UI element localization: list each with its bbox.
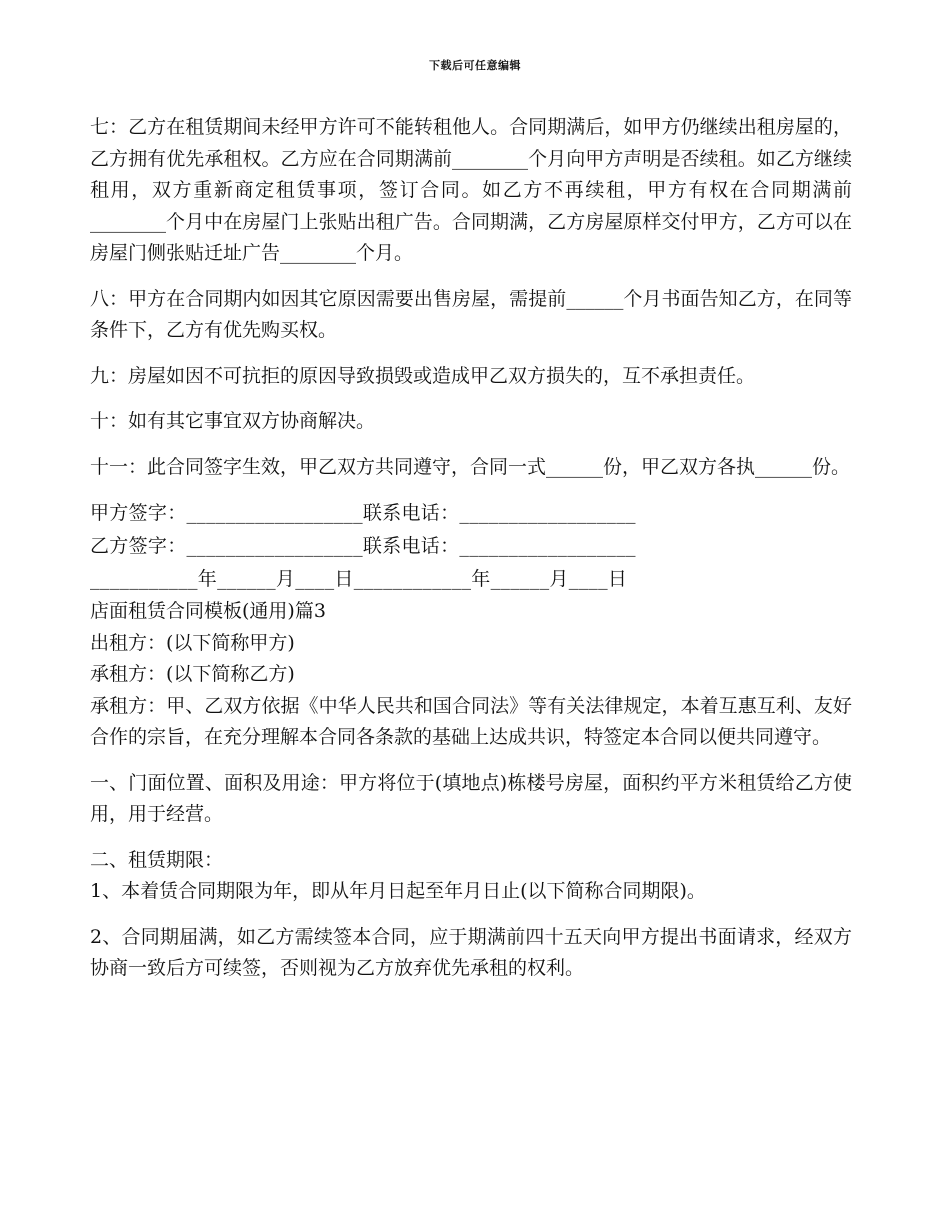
party-b-signature-line: 乙方签字：__________________联系电话：__________________ [90,535,636,557]
clause-11: 十一：此合同签字生效，甲乙双方共同遵守，合同一式______份，甲乙双方各执______份。 [90,455,851,478]
date-line: ___________年______月____日____________年______月____日 [90,568,628,590]
signature-block [90,497,852,596]
party-a-signature-line: 甲方签字：__________________联系电话：__________________ [90,502,636,524]
lessor-line: 出租方：(以下简称甲方) [90,631,295,654]
item-2-2: 2、合同期届满，如乙方需续签本合同，应于期满前四十五天向甲方提出书面请求，经双方协商一致后方可续签，否则视为乙方放弃优先承租的权利。 [90,925,852,979]
clause-7: 七：乙方在租赁期间未经甲方许可不能转租他人。合同期满后，如甲方仍继续出租房屋的，乙方拥有优先承租权。乙方应在合同期满前________个月向甲方声明是否续租。如乙方继续租用，双方重新商定租赁事项，签订合同。如乙方不再续租，甲方有权在合同期满前________个月中在房屋门上张贴出租广告。合同期满，乙方房屋原样交付甲方，乙方可以在房屋门侧张贴迁址广告________个月。 [90,116,852,264]
clause-9: 九：房屋如因不可抗拒的原因导致损毁或造成甲乙双方损失的，互不承担责任。 [90,364,756,387]
lessee-line: 承租方：(以下简称乙方) [90,663,295,685]
clause-10: 十：如有其它事宜双方协商解决。 [90,410,376,432]
item-1: 一、门面位置、面积及用途：甲方将位于(填地点)栋楼号房屋，面积约平方米租赁给乙方使用，用于经营。 [90,771,852,825]
item-2-title: 二、租赁期限： [90,848,224,871]
item-2-1: 1、本着赁合同期限为年，即从年月日起至年月日止(以下简称合同期限)。 [90,880,706,902]
page-header: 下载后可任意编辑 [429,59,521,72]
clause-8: 八：甲方在合同期内如因其它原因需要出售房屋，需提前______个月书面告知乙方，在同等条件下，乙方有优先购买权。 [90,287,852,341]
document-body [90,112,852,999]
intro-paragraph: 承租方：甲、乙双方依据《中华人民共和国合同法》等有关法律规定，本着互惠互利、友好合作的宗旨，在充分理解本合同各条款的基础上达成共识，特签定本合同以便共同遵守。 [90,694,852,748]
section-title: 店面租赁合同模板(通用)篇3 [90,600,326,622]
